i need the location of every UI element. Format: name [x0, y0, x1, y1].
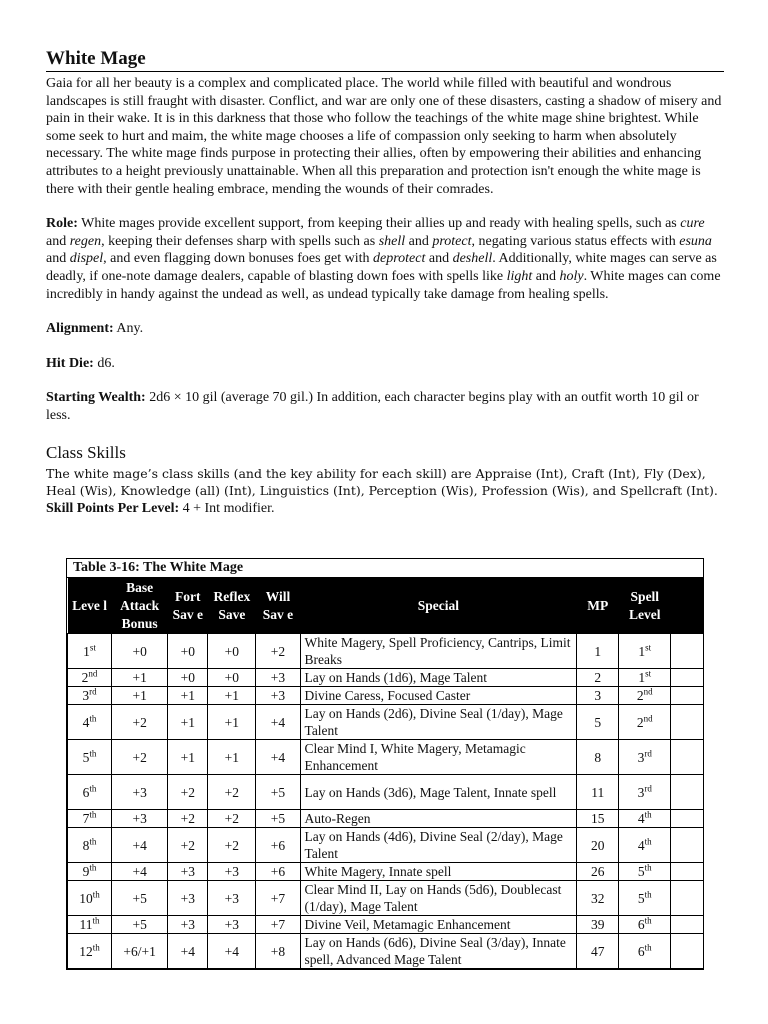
cell-mp: 20: [577, 828, 619, 863]
spell-name: light: [506, 268, 533, 284]
cell-fort: +3: [168, 881, 208, 916]
table-row: [68, 828, 704, 863]
cell-special: Lay on Hands (4d6), Divine Seal (2/day), Mage Talent: [300, 828, 577, 863]
cell-spell-level: 3rd: [619, 775, 671, 810]
cell-blank: [671, 916, 703, 934]
spell-name: deprotect: [373, 251, 426, 267]
cell-spell-level: 5th: [619, 881, 671, 916]
cell-special: Lay on Hands (1d6), Mage Talent: [300, 669, 577, 687]
cell-fort: +3: [168, 863, 208, 881]
table-row: [68, 634, 704, 669]
cell-blank: [671, 705, 703, 740]
cell-bab: +1: [112, 669, 168, 687]
table-row: [68, 705, 704, 740]
cell-blank: [671, 740, 703, 775]
spell-name: regen: [69, 233, 102, 249]
cell-blank: [671, 863, 703, 881]
cell-blank: [671, 881, 703, 916]
cell-spell-level: 4th: [619, 828, 671, 863]
cell-level: 3rd: [68, 687, 112, 705]
cell-spell-level: 1st: [619, 634, 671, 669]
cell-spell-level: 1st: [619, 669, 671, 687]
cell-fort: +3: [168, 916, 208, 934]
cell-will: +8: [256, 934, 300, 969]
cell-level: 7th: [68, 810, 112, 828]
cell-bab: +5: [112, 916, 168, 934]
cell-blank: [671, 687, 703, 705]
header-blank: [671, 578, 703, 634]
table-row: [68, 669, 704, 687]
header-spell-level: Spell Level: [619, 578, 671, 634]
header-mp: MP: [577, 578, 619, 634]
cell-mp: 15: [577, 810, 619, 828]
cell-special: Divine Caress, Focused Caster: [300, 687, 577, 705]
table-row: [68, 775, 704, 810]
header-will: Will Sav e: [256, 578, 300, 634]
spell-name: protect: [432, 233, 472, 249]
cell-will: +5: [256, 810, 300, 828]
spell-name: deshell: [452, 251, 493, 267]
cell-fort: +2: [168, 775, 208, 810]
cell-will: +7: [256, 881, 300, 916]
cell-level: 4th: [68, 705, 112, 740]
cell-bab: +3: [112, 810, 168, 828]
cell-bab: +4: [112, 828, 168, 863]
intro-paragraph: Gaia for all her beauty is a complex and complicated place. The world while filled with beautiful and wondrous landscapes is still fraught with disaster. Conflict, and war are only one of these disasters, casting a shadow of misery and pain in their wake. It is in this darkness that those who follow the teachings of the white mage shine brightest. While some seek to hurt and maim, the white mage chooses a life of compassion only seeking to harm when absolutely necessary. The white mage finds purpose in protecting their allies, often by empowering their abilities and enhancing attributes to a height previously unattainable. When all this preparation and protection isn't enough the white mage is there with their gentle healing embrace, mending the wounds of their comrades.: [46, 76, 722, 197]
cell-special: Lay on Hands (3d6), Mage Talent, Innate spell: [300, 775, 577, 810]
cell-fort: +2: [168, 828, 208, 863]
cell-spell-level: 4th: [619, 810, 671, 828]
header-special: Special: [300, 578, 577, 634]
hit-die-line: Hit Die: d6.: [46, 355, 115, 371]
cell-reflex: +1: [208, 687, 256, 705]
cell-level: 6th: [68, 775, 112, 810]
cell-bab: +0: [112, 634, 168, 669]
starting-wealth-line: Starting Wealth: 2d6 × 10 gil (average 70 gil.) In addition, each character begins play with an outfit worth 10 gil or less.: [46, 390, 699, 423]
cell-level: 8th: [68, 828, 112, 863]
cell-special: Auto-Regen: [300, 810, 577, 828]
cell-reflex: +1: [208, 740, 256, 775]
table-row: [68, 881, 704, 916]
spell-name: dispel: [69, 251, 104, 267]
skill-points-line: Skill Points Per Level: 4 + Int modifier.: [46, 500, 275, 516]
cell-mp: 3: [577, 687, 619, 705]
level-table: [67, 578, 703, 969]
cell-fort: +0: [168, 634, 208, 669]
cell-blank: [671, 775, 703, 810]
table-header-row: [68, 578, 704, 634]
spell-name: esuna: [679, 233, 712, 249]
cell-level: 11th: [68, 916, 112, 934]
cell-bab: +1: [112, 687, 168, 705]
cell-mp: 1: [577, 634, 619, 669]
cell-reflex: +3: [208, 881, 256, 916]
cell-fort: +4: [168, 934, 208, 969]
cell-will: +2: [256, 634, 300, 669]
cell-level: 12th: [68, 934, 112, 969]
cell-will: +7: [256, 916, 300, 934]
cell-fort: +2: [168, 810, 208, 828]
cell-reflex: +0: [208, 669, 256, 687]
table-caption: Table 3-16: The White Mage: [67, 559, 703, 578]
table-row: [68, 810, 704, 828]
header-reflex: Reflex Save: [208, 578, 256, 634]
table-row: [68, 687, 704, 705]
cell-special: White Magery, Innate spell: [300, 863, 577, 881]
cell-blank: [671, 828, 703, 863]
cell-special: Clear Mind II, Lay on Hands (5d6), Doublecast (1/day), Mage Talent: [300, 881, 577, 916]
cell-level: 10th: [68, 881, 112, 916]
cell-mp: 8: [577, 740, 619, 775]
cell-mp: 47: [577, 934, 619, 969]
table-row: [68, 934, 704, 969]
cell-spell-level: 2nd: [619, 705, 671, 740]
cell-will: +3: [256, 687, 300, 705]
header-fort: Fort Sav e: [168, 578, 208, 634]
role-paragraph: Role: White mages provide excellent support, from keeping their allies up and ready with healing spells, such as cure and regen, keeping their defenses sharp with spells such as shell and protect, negating various status effects with esuna and dispel, and even flagging down bonuses foes get with deprotect and deshell. Additionally, white mages can serve as deadly, if one-note damage dealers, capable of blasting down foes with spells like light and holy. White mages can come incredibly in handy against the undead as well, as undead typically take damage from healing spells.: [46, 216, 721, 302]
spell-name: cure: [680, 216, 705, 232]
cell-bab: +5: [112, 881, 168, 916]
page-title: White Mage: [46, 48, 724, 72]
cell-spell-level: 2nd: [619, 687, 671, 705]
table-row: [68, 916, 704, 934]
cell-reflex: +4: [208, 934, 256, 969]
header-bab: Base Attack Bonus: [112, 578, 168, 634]
alignment-line: Alignment: Any.: [46, 321, 144, 337]
cell-will: +3: [256, 669, 300, 687]
cell-will: +5: [256, 775, 300, 810]
cell-mp: 5: [577, 705, 619, 740]
cell-mp: 32: [577, 881, 619, 916]
cell-spell-level: 3rd: [619, 740, 671, 775]
cell-mp: 2: [577, 669, 619, 687]
cell-reflex: +1: [208, 705, 256, 740]
cell-mp: 39: [577, 916, 619, 934]
header-level: Leve l: [68, 578, 112, 634]
cell-reflex: +2: [208, 775, 256, 810]
cell-will: +6: [256, 828, 300, 863]
cell-blank: [671, 634, 703, 669]
cell-spell-level: 5th: [619, 863, 671, 881]
cell-special: Lay on Hands (2d6), Divine Seal (1/day), Mage Talent: [300, 705, 577, 740]
cell-reflex: +3: [208, 863, 256, 881]
cell-special: White Magery, Spell Proficiency, Cantrips, Limit Breaks: [300, 634, 577, 669]
table-row: [68, 740, 704, 775]
cell-blank: [671, 810, 703, 828]
cell-bab: +2: [112, 740, 168, 775]
cell-reflex: +2: [208, 828, 256, 863]
cell-will: +4: [256, 705, 300, 740]
cell-reflex: +0: [208, 634, 256, 669]
white-mage-table: [66, 558, 704, 970]
cell-level: 5th: [68, 740, 112, 775]
cell-level: 1st: [68, 634, 112, 669]
cell-fort: +1: [168, 705, 208, 740]
cell-fort: +1: [168, 687, 208, 705]
spell-name: shell: [378, 233, 406, 249]
table-row: [68, 863, 704, 881]
cell-mp: 11: [577, 775, 619, 810]
cell-level: 2nd: [68, 669, 112, 687]
cell-bab: +2: [112, 705, 168, 740]
cell-blank: [671, 669, 703, 687]
cell-reflex: +3: [208, 916, 256, 934]
class-skills-text: The white mage’s class skills (and the key ability for each skill) are Appraise (Int), Craft (Int), Fly (Dex), Heal (Wis), Knowledge (all) (Int), Linguistics (Int), Perception (Wis), Profession (Wis), and Spellcraft (Int).: [46, 465, 718, 499]
cell-reflex: +2: [208, 810, 256, 828]
document-page: [46, 48, 724, 517]
cell-level: 9th: [68, 863, 112, 881]
cell-will: +6: [256, 863, 300, 881]
cell-bab: +3: [112, 775, 168, 810]
cell-special: Divine Veil, Metamagic Enhancement: [300, 916, 577, 934]
role-label: Role:: [46, 216, 78, 232]
spell-name: holy: [559, 268, 584, 284]
cell-spell-level: 6th: [619, 934, 671, 969]
cell-special: Clear Mind I, White Magery, Metamagic Enhancement: [300, 740, 577, 775]
class-skills-heading: Class Skills: [46, 442, 126, 462]
cell-fort: +1: [168, 740, 208, 775]
cell-bab: +6/+1: [112, 934, 168, 969]
cell-fort: +0: [168, 669, 208, 687]
cell-bab: +4: [112, 863, 168, 881]
cell-mp: 26: [577, 863, 619, 881]
cell-will: +4: [256, 740, 300, 775]
cell-spell-level: 6th: [619, 916, 671, 934]
cell-blank: [671, 934, 703, 969]
cell-special: Lay on Hands (6d6), Divine Seal (3/day), Innate spell, Advanced Mage Talent: [300, 934, 577, 969]
table-body: [68, 634, 704, 969]
